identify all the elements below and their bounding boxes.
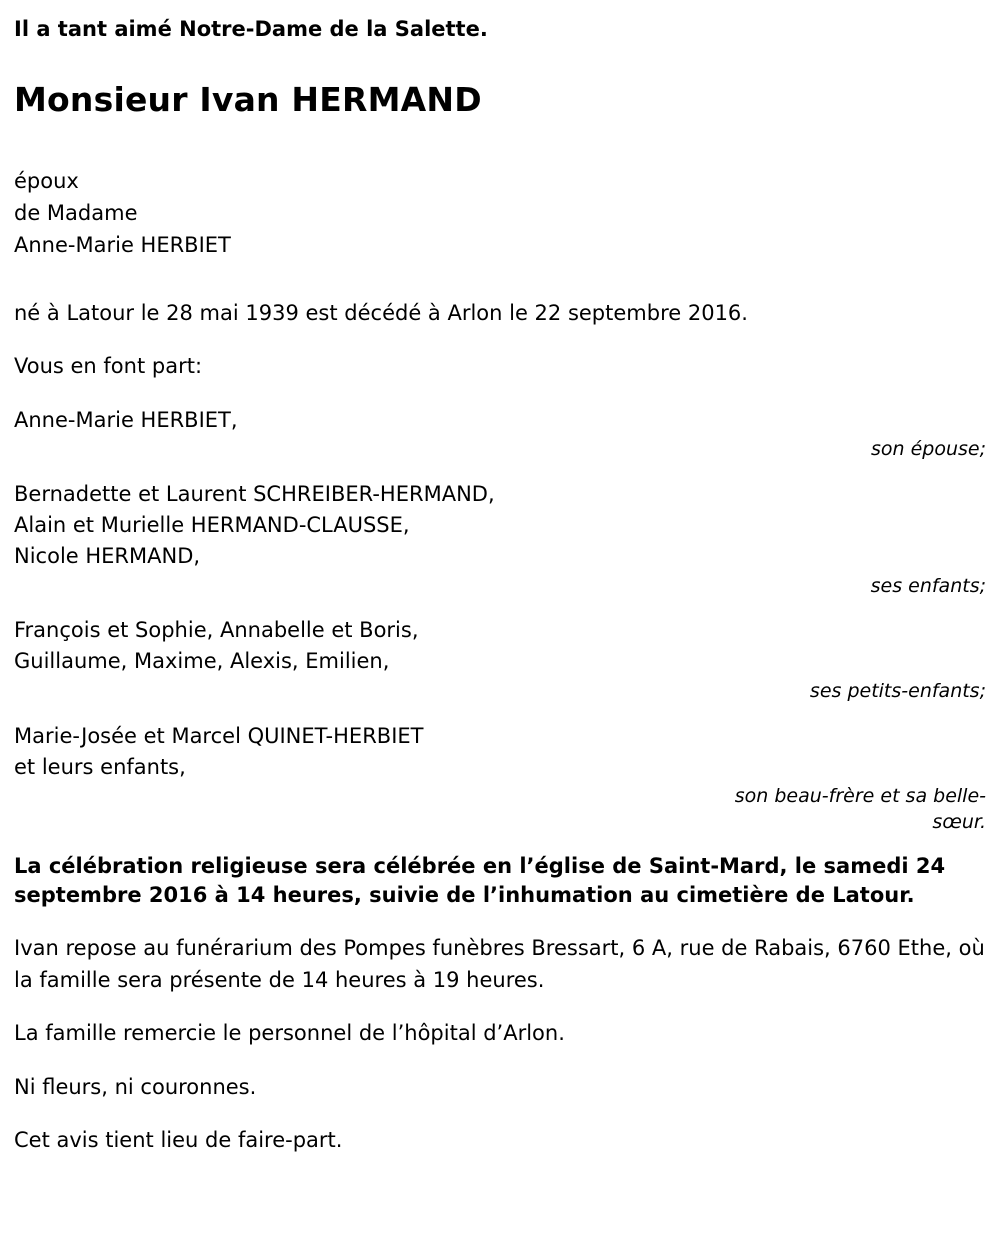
- flowers-line: Ni fleurs, ni couronnes.: [14, 1074, 257, 1099]
- relation-group-children: [14, 479, 986, 599]
- birth-death-line: né à Latour le 28 mai 1939 est décédé à Arlon le 22 septembre 2016.: [14, 300, 748, 325]
- relation-name: Guillaume, Maxime, Alexis, Emilien,: [14, 649, 390, 674]
- relation-label: ses enfants;: [870, 574, 986, 597]
- thanks-line: La famille remercie le personnel de l’hôpital d’Arlon.: [14, 1021, 565, 1046]
- spouse-line-2: de Madame: [14, 200, 138, 225]
- relation-name: Alain et Murielle HERMAND-CLAUSSE,: [14, 512, 410, 537]
- faire-part-line: Cet avis tient lieu de faire-part.: [14, 1128, 343, 1153]
- ceremony-details: La célébration religieuse sera célébrée en l’église de Saint-Mard, le samedi 24 septembre 2016 à 14 heures, suivie de l’inhumation au cimetière de Latour.: [14, 853, 946, 908]
- relation-name: Bernadette et Laurent SCHREIBER-HERMAND,: [14, 482, 495, 507]
- relation-name: François et Sophie, Annabelle et Boris,: [14, 618, 419, 643]
- deceased-name: Monsieur Ivan HERMAND: [14, 80, 482, 120]
- spouse-block: [14, 166, 986, 262]
- relation-name: Marie-Josée et Marcel QUINET-HERBIET: [14, 723, 424, 748]
- relation-label: son épouse;: [870, 438, 986, 461]
- funeral-home-details: Ivan repose au funérarium des Pompes funèbres Bressart, 6 A, rue de Rabais, 6760 Ethe, où la famille sera présente de 14 heures à 19 heures.: [14, 936, 985, 992]
- relation-group-grandchildren: [14, 615, 986, 704]
- spouse-line-3: Anne-Marie HERBIET: [14, 232, 231, 257]
- intro-line: Il a tant aimé Notre-Dame de la Salette.: [14, 17, 488, 41]
- spouse-line-1: époux: [14, 168, 79, 193]
- relation-label: ses petits-enfants;: [809, 680, 986, 702]
- relation-name: Anne-Marie HERBIET,: [14, 407, 238, 432]
- relation-name: et leurs enfants,: [14, 754, 186, 779]
- announce-line: Vous en font part:: [14, 354, 203, 379]
- relation-name: Nicole HERMAND,: [14, 543, 201, 568]
- relation-group-spouse: [14, 405, 986, 464]
- relation-label: son beau-frère et sa belle-sœur.: [734, 785, 986, 833]
- relation-group-in-laws: [14, 721, 986, 836]
